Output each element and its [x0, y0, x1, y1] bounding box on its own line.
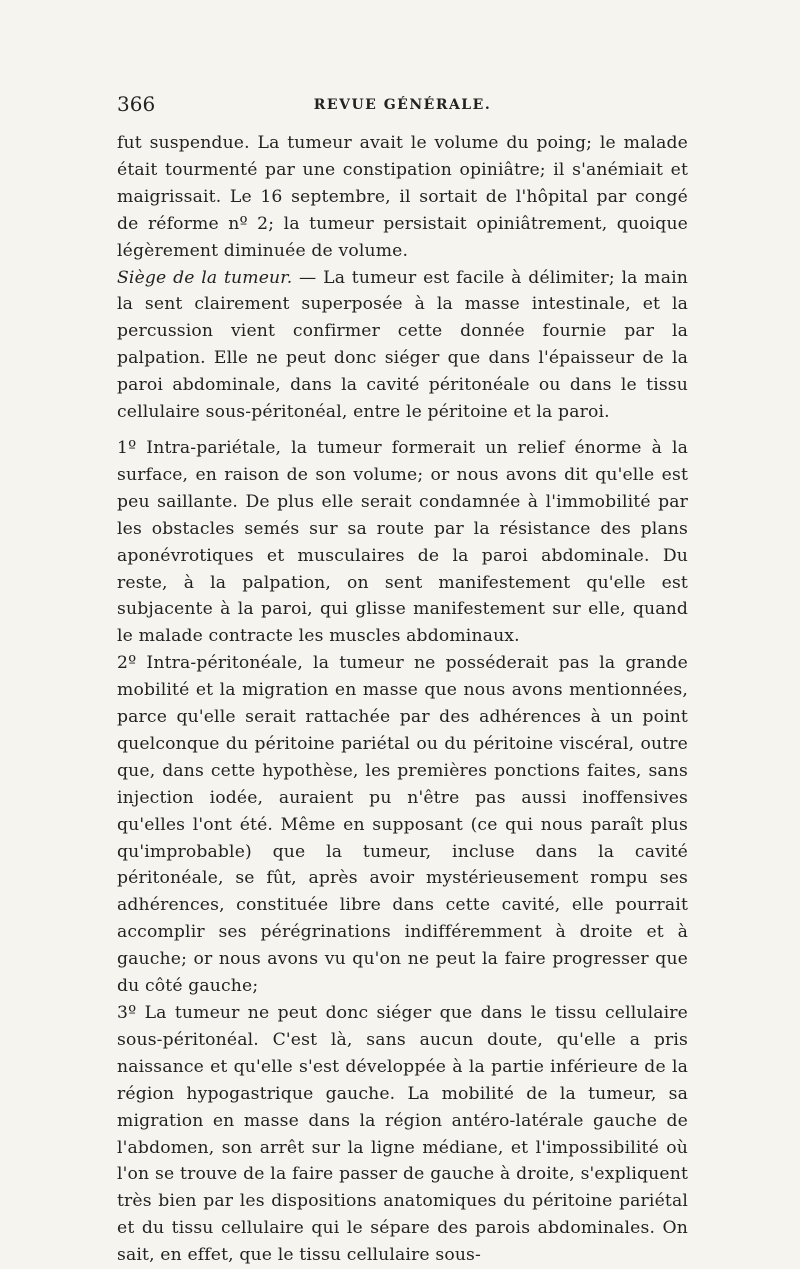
- paragraph-siege: [117, 265, 688, 426]
- paragraph-siege-text: La tumeur est facile à délimiter; la main la sent clairement superposée à la masse intestinale, et la percussion vient confirmer cette donnée fournie par la palpation. Elle ne peut donc siéger que dans l'épaisseur de la paroi abdominale, dans la cavité péritonéale ou dans le tissu cellulaire sous-péritonéal, entre le péritoine et la paroi.: [117, 267, 688, 423]
- paragraph-intra-peritoneale: 2º Intra-péritonéale, la tumeur ne posséderait pas la grande mobilité et la migration en masse que nous avons mentionnées, parce qu'elle serait rattachée par des adhérences à un point quelconque du péritoine pariétal ou du péritoine viscéral, outre que, dans cette hypothèse, les premières ponctions faites, sans injection iodée, auraient pu n'être pas aussi inoffensives qu'elles l'ont été. Même en supposant (ce qui nous paraît plus qu'improbable) que la tumeur, incluse dans la cavité péritonéale, se fût, après avoir mystérieusement rompu ses adhérences, constituée libre dans cette cavité, elle pourrait accomplir ses pérégrinations indifféremment à droite et à gauche; or nous avons vu qu'on ne peut la faire progresser que du côté gauche;: [117, 653, 688, 997]
- section-heading: Siège de la tumeur. —: [117, 267, 317, 288]
- body-text: [117, 130, 688, 1269]
- paragraph-sous-peritoneal: 3º La tumeur ne peut donc siéger que dans le tissu cellulaire sous-péritonéal. C'est là, sans aucun doute, qu'elle a pris naissance et qu'elle s'est développée à la partie inférieure de la région hypogastrique gauche. La mobilité de la tumeur, sa migration en masse dans la région antéro-latérale gauche de l'abdomen, son arrêt sur la ligne médiane, et l'impossibilité où l'on se trouve de la faire passer de gauche à droite, s'expliquent très bien par les dispositions anatomiques du péritoine pariétal et du tissu cellulaire qui le sépare des parois abdominales. On sait, en effet, que le tissu cellulaire sous-: [117, 1003, 688, 1266]
- paragraph-intra-parietale: 1º Intra-pariétale, la tumeur formerait un relief énorme à la surface, en raison de son volume; or nous avons dit qu'elle est peu saillante. De plus elle serait condamnée à l'immobilité par les obstacles semés sur sa route par la résistance des plans aponévrotiques et musculaires de la paroi abdominale. Du reste, à la palpation, on sent manifestement qu'elle est subjacente à la paroi, qui glisse manifestement sur elle, quand le malade contracte les muscles abdominaux.: [117, 437, 688, 647]
- page-number: 366: [117, 92, 156, 116]
- paragraph-continuation: fut suspendue. La tumeur avait le volume du poing; le malade était tourmenté par une constipation opiniâtre; il s'anémiait et maigrissait. Le 16 septembre, il sortait de l'hôpital par congé de réforme nº 2; la tumeur persistait opiniâtrement, quoique légèrement diminuée de volume.: [117, 133, 688, 261]
- running-head: [117, 92, 688, 122]
- running-title: REVUE GÉNÉRALE.: [313, 97, 492, 113]
